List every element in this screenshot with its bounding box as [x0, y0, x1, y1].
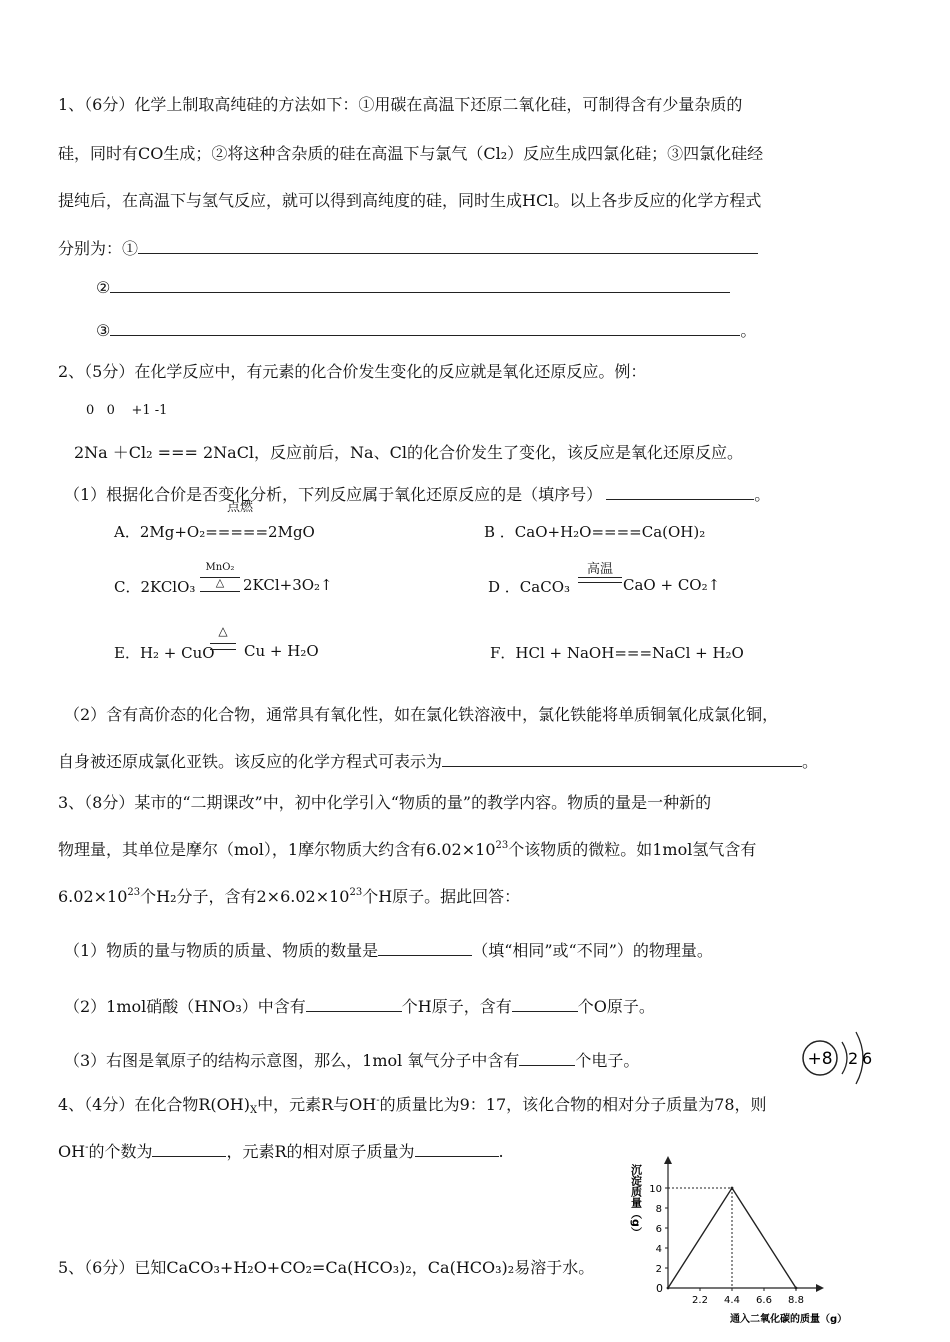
q3-sub1 [64, 938, 713, 961]
option-d-bar-top [578, 577, 622, 578]
y-tick-label: 4 [655, 1244, 662, 1255]
y-tick-label: 8 [655, 1204, 662, 1215]
q1-line-1: 1、（6分）化学上制取高纯硅的方法如下：①用碳在高温下还原二氧化硅，可制得含有少量杂质的 [58, 95, 743, 114]
y-axis-arrow [664, 1156, 672, 1164]
q2-sub2-end: 。 [802, 752, 819, 771]
q3-line-3 [58, 884, 520, 907]
q2-sub1 [64, 482, 770, 505]
q2-sub2-blank[interactable] [442, 752, 802, 767]
option-e-bar-bottom [210, 649, 236, 650]
y-tick-label: 6 [655, 1224, 662, 1235]
y-tick-label: 2 [655, 1264, 662, 1275]
q4-line-2-d: . [498, 1142, 504, 1161]
q3-line-3-exp-2: 23 [349, 887, 363, 898]
q3-sub2-b: 个H原子，含有 [401, 997, 512, 1016]
q3-sub3-a: （3）右图是氧原子的结构示意图，那么，1mol 氧气分子中含有 [64, 1051, 520, 1070]
precipitate-chart [620, 1150, 880, 1330]
q3-line-3-b: 个H₂分子，含有2×6.02×10 [140, 887, 350, 906]
x-tick-label: 8.8 [788, 1295, 804, 1306]
y-axis-label: 沉淀质量（g） [629, 1164, 643, 1238]
q4-line-1 [58, 1092, 767, 1116]
q4-charge-2: - [85, 1142, 89, 1153]
option-d-condition: 高温 [586, 562, 613, 577]
q3-line-2-a: 物理量，其单位是摩尔（mol），1摩尔物质大约含有6.02×10 [58, 840, 496, 859]
q1-line-2: 硅，同时有CO生成；②将这种含杂质的硅在高温下与氯气（Cl₂）反应生成四氯化硅；③四氯化硅经 [58, 144, 764, 163]
q1-line-5 [96, 278, 730, 297]
q3-line-2-b: 个该物质的微粒。如1mol氢气含有 [508, 840, 757, 859]
q1-answer-1-label: 分别为：① [58, 239, 139, 258]
option-a-condition: 点燃 [226, 500, 253, 515]
option-e-condition: △ [218, 624, 228, 638]
q3-sub1-a: （1）物质的量与物质的质量、物质的数量是 [64, 941, 379, 960]
q1-answer-3-blank[interactable] [110, 321, 740, 336]
q3-sub1-b: （填“相同”或“不同”）的物理量。 [472, 941, 713, 960]
q2-sub1-text: （1）根据化合价是否变化分析，下列反应属于氧化还原反应的是（填序号） [64, 485, 603, 504]
origin-label: 0 [656, 1282, 663, 1295]
option-c-right: 2KCl+3O₂↑ [243, 576, 333, 594]
option-b: B ．CaO+H₂O====Ca(OH)₂ [484, 523, 706, 541]
q3-line-3-exp-1: 23 [127, 887, 141, 898]
q1-end-mark: 。 [740, 321, 757, 340]
q4-line-1-c: 的质量比为9：17，该化合物的相对分子质量为78，则 [379, 1095, 767, 1114]
option-d-right: CaO + CO₂↑ [623, 576, 721, 594]
q2-sub1-blank[interactable] [606, 485, 754, 500]
x-tick-label: 6.6 [756, 1295, 772, 1306]
q1-answer-2-label: ② [96, 278, 111, 297]
q3-sub2-c: 个O原子。 [577, 997, 655, 1016]
q4-line-2-c: ，元素R的相对原子质量为 [226, 1142, 415, 1161]
q4-subscript-x: X [249, 1105, 258, 1116]
q4-line-2-b: 的个数为 [88, 1142, 153, 1161]
q3-sub3 [64, 1048, 639, 1071]
option-d-left: D ．CaCO₃ [488, 578, 571, 596]
q2-example: 2Na ＋Cl₂ === 2NaCl，反应前后，Na、Cl的化合价发生了变化，该反应是氧化还原反应。 [74, 443, 743, 462]
atom-shell-1-arc [842, 1042, 847, 1074]
option-e-bar-top [210, 643, 236, 644]
q3-sub2-blank-h[interactable] [306, 997, 402, 1012]
option-c-catalyst: MnO₂ [205, 562, 235, 573]
q2-sub2-line-2 [58, 749, 818, 772]
oxygen-atom-diagram [800, 1026, 880, 1090]
q1-answer-2-blank[interactable] [110, 278, 730, 293]
q3-sub2-blank-o[interactable] [512, 997, 578, 1012]
q1-answer-1-blank[interactable] [138, 239, 758, 254]
option-c-bar-bottom [200, 591, 240, 592]
data-point [667, 1287, 670, 1290]
q3-sub3-b: 个电子。 [575, 1051, 640, 1070]
q4-line-1-a: 4、（4分）在化合物R(OH) [58, 1095, 250, 1114]
q4-line-2 [58, 1139, 504, 1162]
q2-sub2-text: 自身被还原成氯化亚铁。该反应的化学方程式可表示为 [58, 752, 443, 771]
q2-sub1-end: 。 [754, 485, 771, 504]
atom-nucleus-charge: +8 [807, 1049, 833, 1069]
q5-line-1: 5、（6分）已知CaCO₃+H₂O+CO₂=Ca(HCO₃)₂，Ca(HCO₃)₂易溶于水。 [58, 1258, 595, 1277]
option-e-left: E．H₂ + CuO [114, 644, 215, 662]
data-point [731, 1187, 734, 1190]
option-d-bar-bottom [578, 582, 622, 583]
y-tick-label: 10 [649, 1184, 662, 1195]
x-tick-label: 4.4 [724, 1295, 740, 1306]
q3-sub2 [64, 994, 655, 1017]
q4-charge-1: - [376, 1095, 380, 1106]
q3-line-3-c: 个H原子。据此回答： [362, 887, 521, 906]
option-c-heat: △ [215, 576, 225, 589]
option-a: A．2Mg+O₂=====2MgO [114, 523, 315, 541]
q3-sub1-blank[interactable] [378, 941, 472, 956]
q3-sub3-blank[interactable] [519, 1051, 575, 1066]
q1-line-6 [96, 318, 756, 341]
q3-line-1: 3、（8分）某市的“二期课改”中，初中化学引入“物质的量”的教学内容。物质的量是一种新的 [58, 793, 712, 812]
q1-line-4 [58, 236, 758, 259]
option-f: F．HCl + NaOH===NaCl + H₂O [490, 644, 744, 662]
x-axis-label: 通入二氧化碳的质量（g） [730, 1314, 848, 1325]
q2-valences: 0 0 +1 -1 [86, 403, 168, 418]
q2-sub2-line-1: （2）含有高价态的化合物，通常具有氧化性，如在氯化铁溶液中，氯化铁能将单质铜氧化成氯化铜， [64, 705, 779, 724]
q3-line-3-a: 6.02×10 [58, 887, 128, 906]
q3-line-2-exp: 23 [495, 840, 509, 851]
q4-line-1-b: 中，元素R与OH [257, 1095, 377, 1114]
x-axis-arrow [816, 1284, 824, 1292]
x-tick-label: 2.2 [692, 1295, 708, 1306]
q4-blank-mass[interactable] [415, 1142, 499, 1157]
q3-sub2-a: （2）1mol硝酸（HNO₃）中含有 [64, 997, 306, 1016]
q2-line-1: 2、（5分）在化学反应中，有元素的化合价发生变化的反应就是氧化还原反应。例： [58, 362, 647, 381]
atom-shell-2-count: 6 [862, 1049, 873, 1068]
q4-line-2-a: OH [58, 1142, 86, 1161]
q3-line-2 [58, 837, 756, 860]
option-c-left: C．2KClO₃ [114, 578, 196, 596]
q1-line-3: 提纯后，在高温下与氢气反应，就可以得到高纯度的硅，同时生成HCl。以上各步反应的化学方程式 [58, 191, 762, 210]
data-point [795, 1287, 798, 1290]
option-e-right: Cu + H₂O [244, 642, 319, 660]
atom-shell-1-count: 2 [848, 1049, 859, 1068]
q4-blank-count[interactable] [152, 1142, 226, 1157]
q1-answer-3-label: ③ [96, 321, 111, 340]
